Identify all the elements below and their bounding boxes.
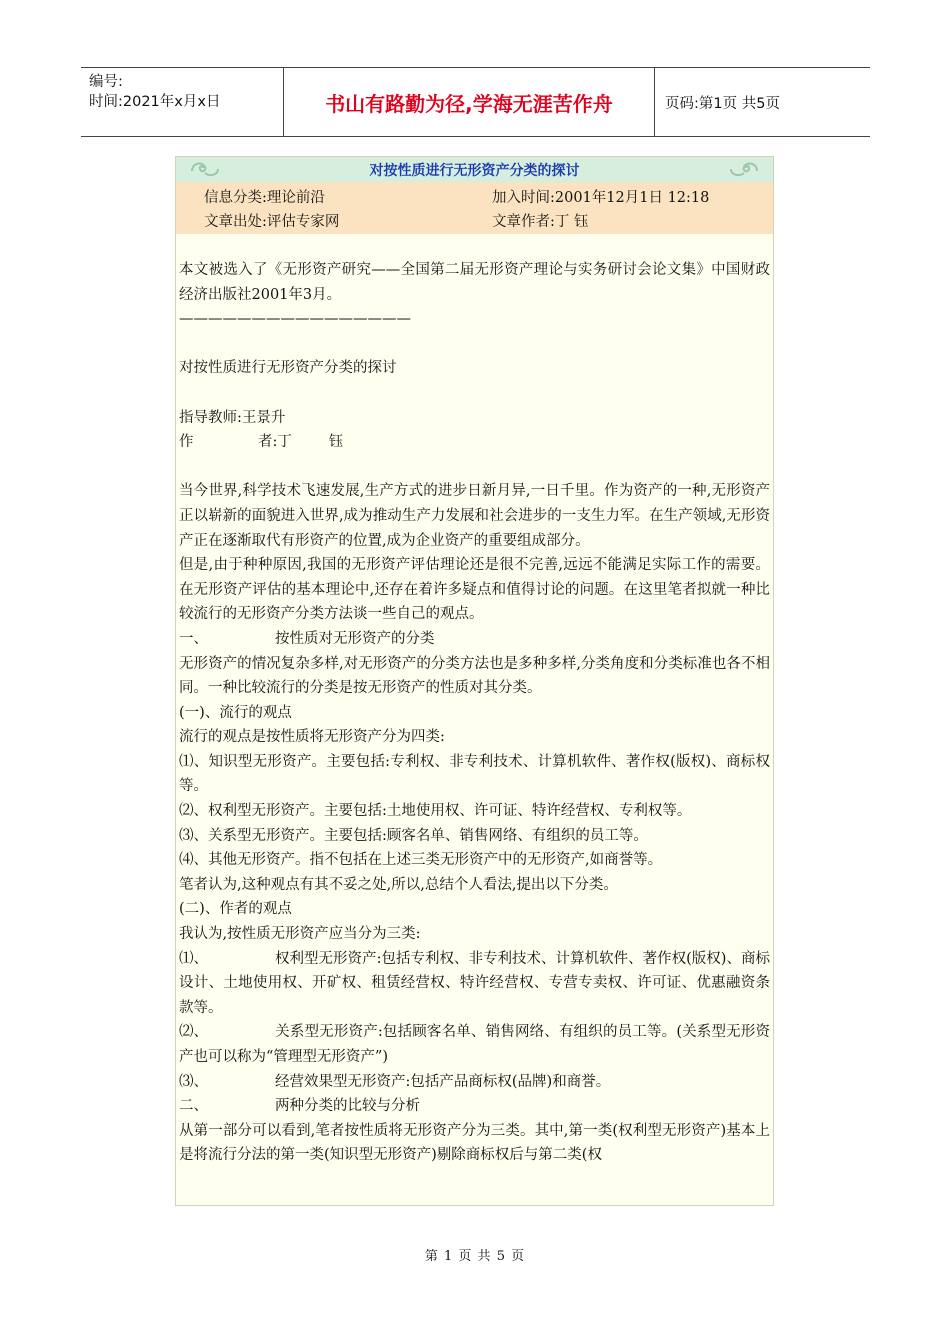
number-label: 编号:: [89, 74, 123, 90]
list-item: ⑷、其他无形资产。指不包括在上述三类无形资产中的无形资产,如商誉等。: [179, 852, 663, 869]
advisor-line: 指导教师:王景升: [179, 409, 286, 426]
list-item: ⑴、知识型无形资产。主要包括:专利权、非专利技术、计算机软件、著作权(版权)、商标权等。: [179, 753, 770, 795]
section-heading: 二、 两种分类的比较与分析: [179, 1098, 420, 1115]
page-footer: 第 1 页 共 5 页: [424, 1249, 526, 1264]
article-body: [176, 234, 773, 1168]
article-title: 对按性质进行无形资产分类的探讨: [369, 162, 580, 179]
scroll-ornament-icon: [190, 159, 220, 179]
section-heading: 一、 按性质对无形资产的分类: [179, 630, 435, 647]
paragraph-title: 对按性质进行无形资产分类的探讨: [179, 360, 397, 377]
header-motto: 书山有路勤为径,学海无涯苦作舟: [283, 68, 655, 136]
list-item: ⑵、 关系型无形资产:包括顾客名单、销售网络、有组织的员工等。(关系型无形资产也可以称为“管理型无形资产”): [179, 1024, 770, 1065]
article-meta: [176, 182, 773, 234]
paragraph: 本文被选入了《无形资产研究——全国第二届无形资产理论与实务研讨会论文集》中国财政经济出版社2001年3月。: [179, 262, 770, 303]
paragraph: 我认为,按性质无形资产应当分为三类:: [179, 926, 421, 943]
time-label: 时间:2021年x月x日: [89, 94, 221, 110]
list-item: ⑴、 权利型无形资产:包括专利权、非专利技术、计算机软件、著作权(版权)、商标设计、土地使用权、开矿权、租赁经营权、特许经营权、专营专卖权、许可证、优惠融资条款等。: [179, 950, 770, 1016]
page-header: [81, 67, 870, 137]
subsection-heading: (二)、作者的观点: [179, 901, 292, 918]
header-info: [81, 68, 283, 136]
meta-source: 文章出处:评估专家网: [204, 214, 340, 230]
list-item: ⑶、 经营效果型无形资产:包括产品商标权(品牌)和商誉。: [179, 1073, 611, 1090]
header-page-code: 页码:第1页 共5页: [665, 95, 780, 112]
meta-author: 文章作者:丁 钰: [492, 214, 589, 230]
article-frame: [175, 156, 774, 1206]
divider-line: ————————————————: [179, 311, 411, 328]
list-item: ⑵、权利型无形资产。主要包括:土地使用权、许可证、特许经营权、专利权等。: [179, 803, 692, 820]
meta-added-time: 加入时间:2001年12月1日 12:18: [492, 190, 710, 206]
paragraph: 无形资产的情况复杂多样,对无形资产的分类方法也是多种多样,分类角度和分类标准也各不相同。一种比较流行的分类是按无形资产的性质对其分类。: [179, 655, 770, 697]
paragraph: 但是,由于种种原因,我国的无形资产评估理论还是很不完善,远远不能满足实际工作的需要。在无形资产评估的基本理论中,还存在着许多疑点和值得讨论的问题。在这里笔者拟就一种比较流行的无形资产分类方法谈一些自己的观点。: [179, 557, 770, 623]
author-line: 作 者:丁 钰: [179, 434, 344, 451]
paragraph: 笔者认为,这种观点有其不妥之处,所以,总结个人看法,提出以下分类。: [179, 876, 618, 893]
subsection-heading: (一)、流行的观点: [179, 704, 292, 721]
article-title-bar: [176, 157, 773, 182]
paragraph: 从第一部分可以看到,笔者按性质将无形资产分为三类。其中,第一类(权利型无形资产)基本上是将流行分法的第一类(知识型无形资产)剔除商标权后与第二类(权: [179, 1122, 770, 1164]
paragraph: 当今世界,科学技术飞速发展,生产方式的进步日新月异,一日千里。作为资产的一种,无形资产正以崭新的面貌进入世界,成为推动生产力发展和社会进步的一支生力军。在生产领域,无形资产正在逐渐取代有形资产的位置,成为企业资产的重要组成部分。: [179, 483, 770, 549]
scroll-ornament-icon: [729, 159, 759, 179]
meta-category: 信息分类:理论前沿: [204, 190, 325, 206]
paragraph: 流行的观点是按性质将无形资产分为四类:: [179, 729, 445, 746]
list-item: ⑶、关系型无形资产。主要包括:顾客名单、销售网络、有组织的员工等。: [179, 827, 648, 844]
